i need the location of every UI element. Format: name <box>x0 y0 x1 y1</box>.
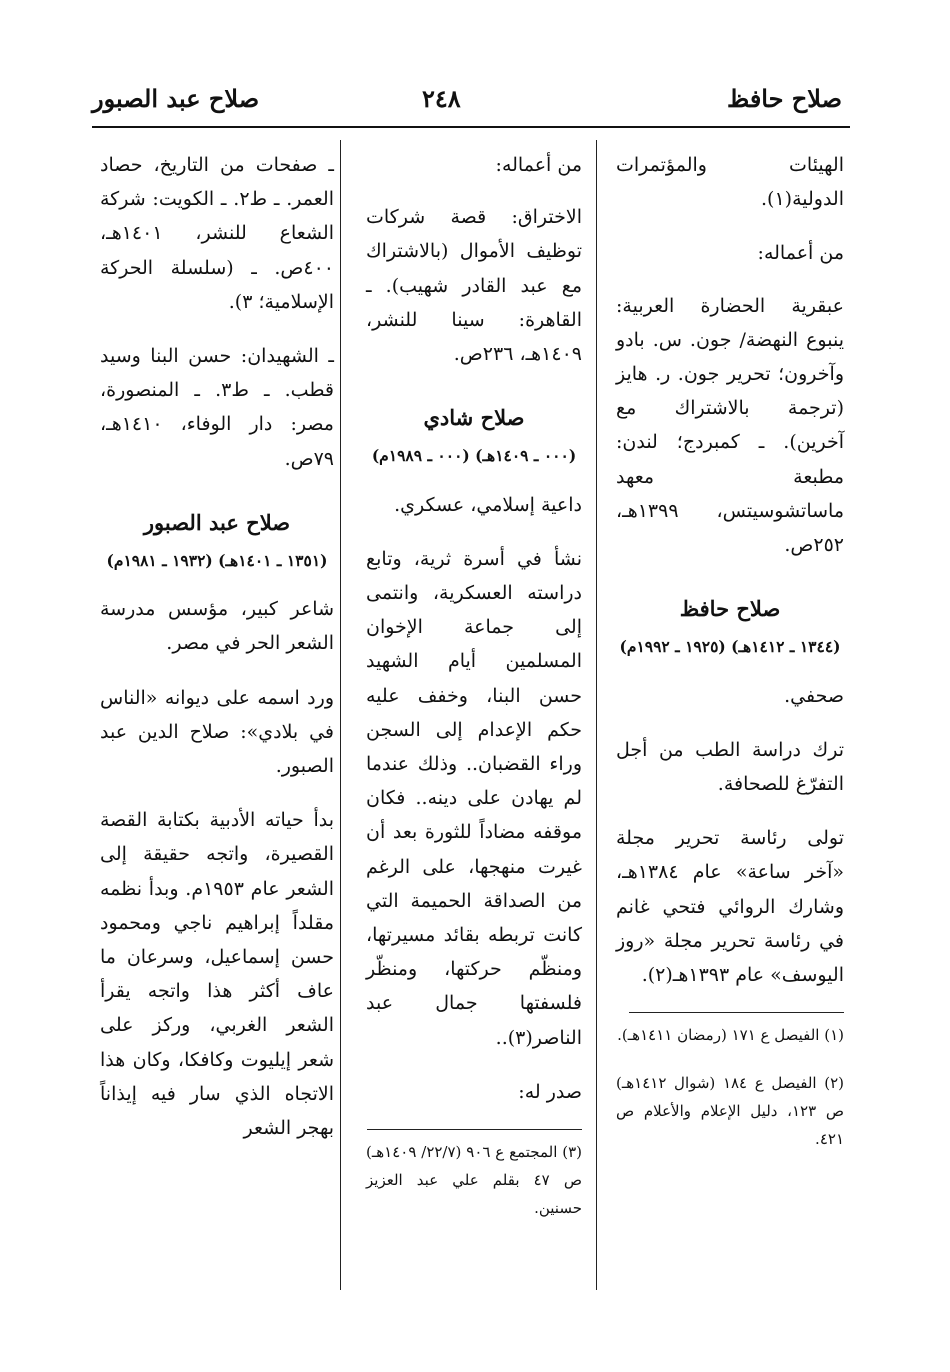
paragraph: شاعر كبير، مؤسس مدرسة الشعر الحر في مصر. <box>100 598 334 655</box>
bibliography-entry: الاختراق: قصة شركات توظيف الأموال (بالاشتراك مع عبد القادر شهيب). ـ القاهرة: سينا للنشر، ١٤٠٩هـ، ٢٣٦ص. <box>366 206 582 366</box>
entry-dates: (١٣٤٤ ـ ١٤١٢هـ) (١٩٢٥ ـ ١٩٩٢م) <box>619 637 841 657</box>
entry-role: صحفي. <box>784 684 844 707</box>
entry-name: صلاح شادي <box>423 405 525 431</box>
paragraph: الهيئات والمؤتمرات الدولية(١). <box>616 154 844 211</box>
footnote-rule <box>629 1012 844 1013</box>
paragraph: نشأ في أسرة ثرية، وتابع دراسته العسكرية، وانتمى إلى جماعة الإخوان المسلمين أيام الشهيد حسن البنا، وخفف عليه حكم الإعدام إلى السجن وراء القضبان.. وذلك عندما لم يهادن على دينه.. فكان موقفه مضاداً للثورة بعد أن غيرت منهجها، على الرغم من الصداقة الحميمة التي كانت تربطه بقائد مسيرتها، ومنظّم حركتها، ومنظّر فلسفتها جمال عبد الناصر(٣).. <box>366 547 582 1049</box>
works-label: من أعماله: <box>757 242 844 265</box>
column-divider-right <box>596 140 597 1290</box>
entry-role: داعية إسلامي، عسكري. <box>394 493 582 516</box>
column-middle <box>366 148 582 1242</box>
bibliography-entry: ـ الشهيدان: حسن البنا وسيد قطب. ـ ط٣. ـ المنصورة، مصر: دار الوفاء، ١٤١٠هـ، ٧٩ص. <box>100 345 334 470</box>
column-left <box>100 148 334 1165</box>
entry-dates: (٠٠٠ ـ ١٤٠٩هـ) (٠٠٠ ـ ١٩٨٩م) <box>371 446 577 466</box>
works-label: من أعماله: <box>495 154 582 176</box>
entry-name: صلاح عبد الصبور <box>143 509 291 535</box>
bibliography-entry: ـ صفحات من التاريخ، حصاد العمر. ـ ط٢. ـ الكويت: شركة الشعاع للنشر، ١٤٠١هـ، ٤٠٠ص. ـ (سلسلة الحركة الإسلامية؛ ٣). <box>100 154 334 313</box>
header-left-title: صلاح عبد الصبور <box>92 84 260 113</box>
header-rule <box>92 126 850 128</box>
running-header <box>92 78 850 122</box>
paragraph: تولى رئاسة تحرير مجلة «آخر ساعة» عام ١٣٨٤هـ، وشارك الروائي فتحي غانم في رئاسة تحرير مجلة «روز اليوسف» عام ١٣٩٣هـ(٢). <box>616 827 844 987</box>
footnote-rule <box>367 1129 582 1130</box>
page-number: ٢٤٨ <box>422 84 461 113</box>
footnote: (٢) الفيصل ع ١٨٤ (شوال ١٤١٢هـ) ص ١٢٣، دليل الإعلام والأعلام ص ٤٢١. <box>616 1074 845 1149</box>
bibliography-entry: عبقرية الحضارة العربية: ينبوع النهضة/ جون. س. بادو وآخرون؛ تحرير جون. ر. هايز (ترجمة بالاشتراك مع آخرين). ـ كمبردج؛ لندن: مطبعة معهد ماساتشوسيتس، ١٣٩٩هـ، ٢٥٢ص. <box>616 294 844 557</box>
header-right-title: صلاح حافظ <box>727 84 842 113</box>
entry-name: صلاح حافظ <box>679 596 781 622</box>
footnote: (١) الفيصل ع ١٧١ (رمضان ١٤١١هـ). <box>617 1026 844 1045</box>
column-divider-left <box>340 140 341 1290</box>
paragraph: بدأ حياته الأدبية بكتابة القصة القصيرة، واتجه حقيقة إلى الشعر عام ١٩٥٣م. وبدأ نظمه مقلداً إبراهيم ناجي ومحمود حسن إسماعيل، وسرعان ما عاف أكثر هذا واتجه يقرأ الشعر الغربي، وركز على شعر إيليوت وكافكا، وكان هذا الاتجاه الذي سار فيه إيذاناً بهجر الشعر <box>100 809 334 1140</box>
entry-dates: (١٣٥١ ـ ١٤٠١هـ) (١٩٣٢ ـ ١٩٨١م) <box>106 551 328 571</box>
column-right <box>616 148 844 1173</box>
paragraph: ترك دراسة الطب من أجل التفرّغ للصحافة. <box>616 738 844 796</box>
paragraph: ورد اسمه على ديوانه «الناس في بلادي»: صلاح الدين عبد الصبور. <box>100 686 334 778</box>
paragraph: صدر له: <box>518 1080 582 1103</box>
footnote: (٣) المجتمع ع ٩٠٦ (٢٢/٧/ ١٤٠٩هـ) ص ٤٧ بقلم علي عبد العزيز حسنين. <box>366 1143 582 1218</box>
